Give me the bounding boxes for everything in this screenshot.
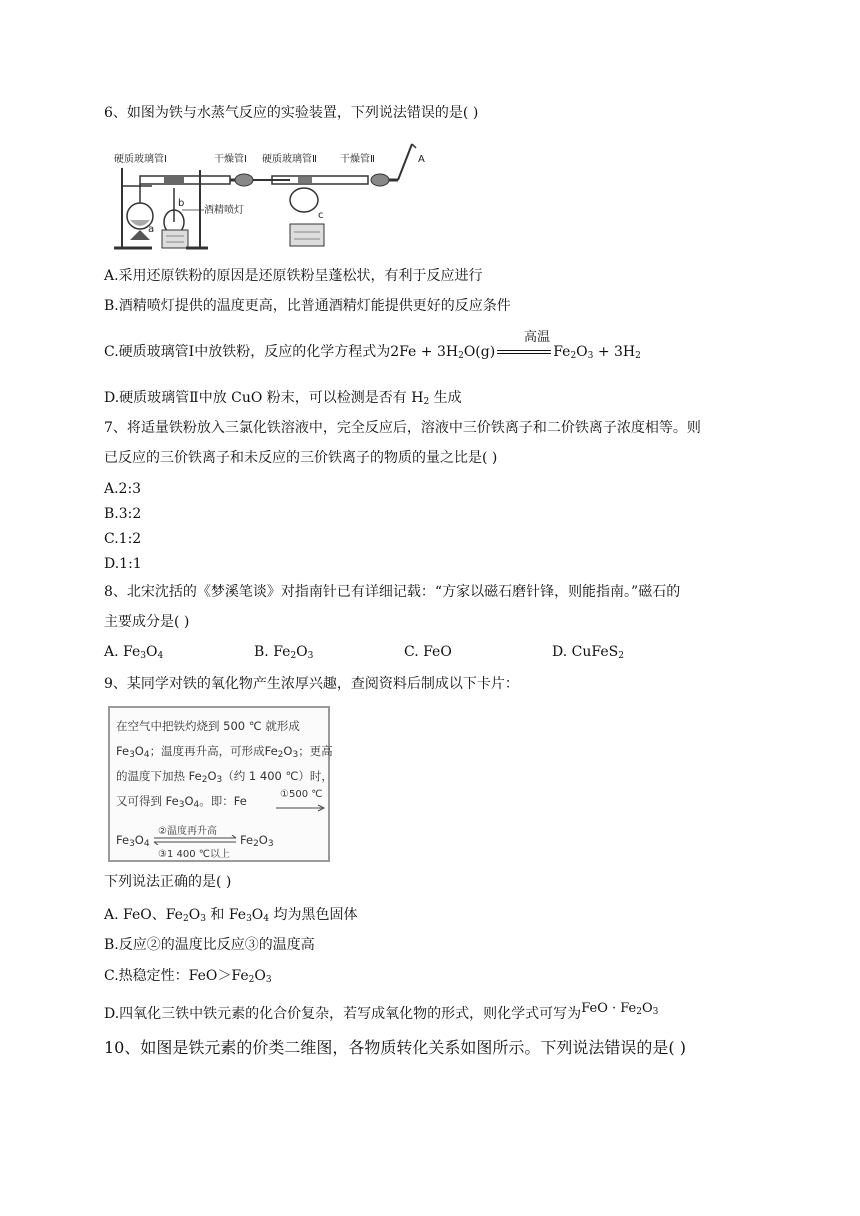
label-tube1: 硬质玻璃管Ⅰ xyxy=(114,154,167,165)
card-line2: $Fe_3O_4$；温度再升高，可形成$Fe_2O_3$；更高 xyxy=(116,744,333,760)
label-a: a xyxy=(148,224,155,235)
label-lamp: 酒精喷灯 xyxy=(204,205,244,216)
q6-option-d-end: 生成 xyxy=(433,390,462,406)
q6-equation: $2Fe + 3H_2O(g) Fe_2O_3 + 3H_2$ xyxy=(390,344,641,361)
q9-option-b: B.反应②的温度比反应③的温度高 xyxy=(104,937,315,953)
q6-option-d-text: D.硬质玻璃管Ⅱ中放 CuO 粉末，可以检测是否有 H xyxy=(104,390,424,406)
apparatus-figure xyxy=(112,140,432,256)
q6-reaction-condition: 高温 xyxy=(524,330,551,345)
q7-line1: 7、将适量铁粉放入三氯化铁溶液中，完全反应后，溶液中三价铁离子和二价铁离子浓度相等。则 xyxy=(104,420,701,436)
q6-stem: 6、如图为铁与水蒸气反应的实验装置，下列说法错误的是( ) xyxy=(104,105,479,121)
q8-line1: 8、北宋沈括的《梦溪笔谈》对指南针已有详细记载：“方家以磁石磨针锋，则能指南。”磁石的 xyxy=(104,584,681,600)
q6-option-a: A.采用还原铁粉的原因是还原铁粉呈蓬松状，有利于反应进行 xyxy=(104,268,483,284)
card-condition-2: ②温度再升高 xyxy=(158,826,217,837)
q9-stem: 9、某同学对铁的氧化物产生浓厚兴趣，查阅资料后制成以下卡片： xyxy=(104,676,519,692)
card-line1: 在空气中把铁灼烧到 500 ℃ 就形成 xyxy=(116,719,300,733)
q6-option-c-prefix: C.硬质玻璃管Ⅰ中放铁粉，反应的化学方程式为 xyxy=(104,344,391,360)
card-condition-1: ①500 ℃ xyxy=(280,789,323,800)
card-line5: $Fe_3O_4$ xyxy=(116,833,150,849)
q8-option-a: A. $Fe_3O_4$ xyxy=(104,644,164,661)
label-dryer2: 干燥管Ⅱ xyxy=(340,154,375,165)
q7-option-b: B.3:2 xyxy=(104,506,142,522)
q7-option-c: C.1:2 xyxy=(104,531,142,547)
card-line3: 的温度下加热 $Fe_2O_3$（约 1 400 ℃）时， xyxy=(116,769,333,785)
card-product: $Fe_2O_3$ xyxy=(240,833,274,849)
card-arrow-reversible xyxy=(152,835,238,845)
q9-option-c: C.热稳定性：$FeO>Fe_2O_3$ xyxy=(104,968,272,985)
label-tube2: 硬质玻璃管Ⅱ xyxy=(262,154,317,165)
q8-option-b: B. $Fe_2O_3$ xyxy=(254,644,314,661)
q8-option-d: D. CuFeS$_2$ xyxy=(552,644,624,661)
q9-option-a: A. FeO、$Fe_2O_3$ 和 $Fe_3O_4$ 均为黑色固体 xyxy=(104,907,358,924)
card-arrow-1 xyxy=(276,804,326,812)
q6-option-c xyxy=(104,342,641,362)
q7-line2: 已反应的三价铁离子和未反应的三价铁离子的物质的量之比是( ) xyxy=(104,450,498,466)
q7-option-d: D.1:1 xyxy=(104,556,142,572)
q8-option-c: C. FeO xyxy=(404,644,452,660)
q10-stem: 10、如图是铁元素的价类二维图，各物质转化关系如图所示。下列说法错误的是( ) xyxy=(104,1038,686,1057)
q9-option-d: D.四氧化三铁中铁元素的化合价复杂，若写成氧化物的形式，则化学式可写为FeO · $Fe_2O_3$ xyxy=(104,1001,659,1022)
label-A: A xyxy=(418,154,425,165)
q9-prompt: 下列说法正确的是( ) xyxy=(104,874,232,890)
equals-arrow xyxy=(497,350,551,354)
card-line4: 又可得到 $Fe_3O_4$。即：Fe xyxy=(116,794,247,810)
q6-option-b: B.酒精喷灯提供的温度更高，比普通酒精灯能提供更好的反应条件 xyxy=(104,298,511,314)
q7-option-a: A.2:3 xyxy=(104,481,142,497)
label-c: c xyxy=(318,210,324,221)
q8-line2: 主要成分是( ) xyxy=(104,614,190,630)
info-card xyxy=(108,706,333,862)
label-dryer1: 干燥管Ⅰ xyxy=(214,154,247,165)
label-b: b xyxy=(178,198,185,209)
q6-option-d: D.硬质玻璃管Ⅱ中放 CuO 粉末，可以检测是否有 $H_2$ 生成 xyxy=(104,390,462,407)
card-condition-3: ③1 400 ℃以上 xyxy=(158,849,231,860)
